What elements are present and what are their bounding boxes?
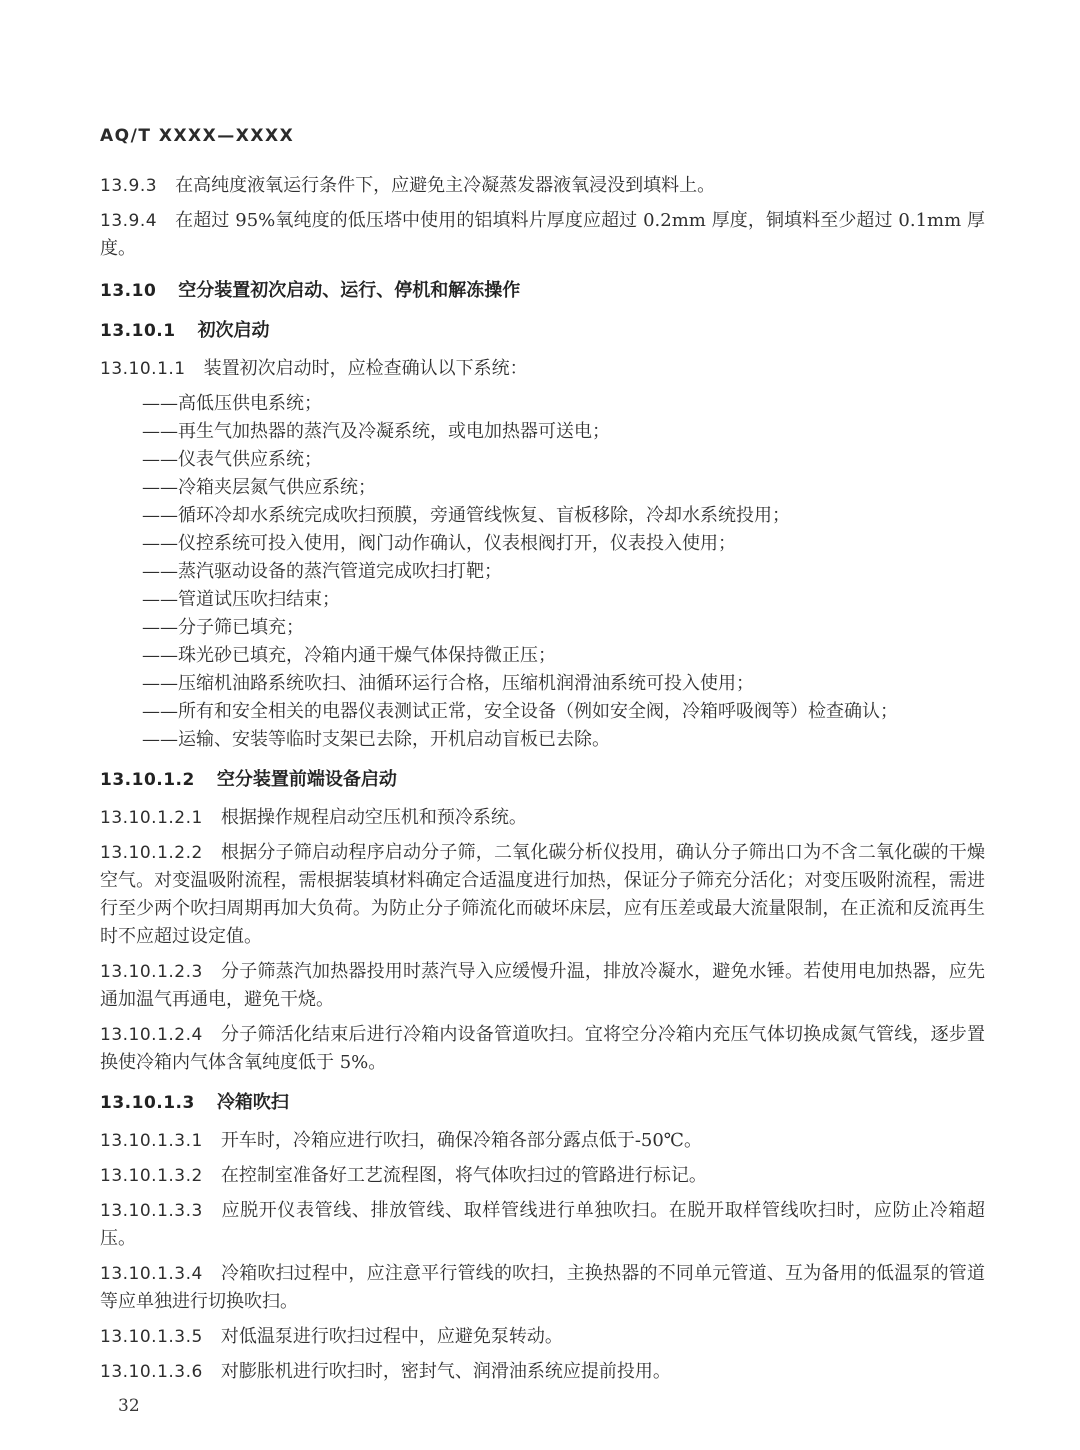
- clause-number: 13.10.1.1: [100, 359, 186, 379]
- list-item: ——仪表气供应系统；: [142, 449, 322, 470]
- clause-text: 对膨胀机进行吹扫时，密封气、润滑油系统应提前投用。: [220, 1361, 671, 1382]
- clause-text: 应脱开仪表管线、排放管线、取样管线进行单独吹扫。在脱开取样管线吹扫时，应防止冷箱超压。: [100, 1200, 985, 1249]
- list-item: ——珠光砂已填充，冷箱内通干燥气体保持微正压；: [142, 645, 556, 666]
- heading-number: 13.10.1: [100, 321, 176, 341]
- page-number: 32: [118, 1396, 140, 1416]
- clause-13-10-1-2-2: [100, 839, 985, 951]
- clause-text: 在超过 95%氧纯度的低压塔中使用的铝填料片厚度应超过 0.2mm 厚度，铜填料至少超过 0.1mm 厚度。: [100, 210, 985, 259]
- doc-standard-number: AQ/T XXXX—XXXX: [100, 126, 295, 146]
- clause-text: 分子筛活化结束后进行冷箱内设备管道吹扫。宜将空分冷箱内充压气体切换成氮气管线，逐步置换使冷箱内气体含氧纯度低于 5%。: [100, 1024, 985, 1073]
- clause-13-10-1-3-2: [100, 1162, 985, 1190]
- heading-text: 空分装置前端设备启动: [216, 769, 397, 790]
- clause-number: 13.10.1.3.3: [100, 1201, 203, 1221]
- clause-number: 13.10.1.3.5: [100, 1327, 203, 1347]
- list-item: ——蒸汽驱动设备的蒸汽管道完成吹扫打靶；: [142, 561, 502, 582]
- clause-13-10-1-3-4: [100, 1260, 985, 1316]
- heading-text: 空分装置初次启动、运行、停机和解冻操作: [178, 280, 521, 301]
- clause-13-10-1-3-1: [100, 1127, 985, 1155]
- clause-13-9-3: [100, 172, 985, 200]
- clause-text: 对低温泵进行吹扫过程中，应避免泵转动。: [220, 1326, 563, 1347]
- clause-text: 开车时，冷箱应进行吹扫，确保冷箱各部分露点低于-50℃。: [220, 1130, 702, 1151]
- clause-text: 根据分子筛启动程序启动分子筛，二氧化碳分析仪投用，确认分子筛出口为不含二氧化碳的干燥空气。对变温吸附流程，需根据装填材料确定合适温度进行加热，保证分子筛充分活化；对变压吸附流程，需进行至少两个吹扫周期再加大负荷。为防止分子筛流化而破坏床层，应有压差或最大流量限制，在正流和反流再生时不应超过设定值。: [100, 842, 985, 947]
- clause-number: 13.9.4: [100, 211, 158, 231]
- heading-number: 13.10: [100, 281, 157, 301]
- clause-number: 13.10.1.2.1: [100, 808, 203, 828]
- list-item: ——冷箱夹层氮气供应系统；: [142, 477, 376, 498]
- clause-number: 13.10.1.2.4: [100, 1025, 203, 1045]
- clause-number: 13.10.1.3.4: [100, 1264, 203, 1284]
- list-item: ——压缩机油路系统吹扫、油循环运行合格，压缩机润滑油系统可投入使用；: [142, 673, 754, 694]
- heading-text: 冷箱吹扫: [216, 1092, 289, 1113]
- clause-number: 13.10.1.2.2: [100, 843, 203, 863]
- heading-13-10: [100, 277, 985, 305]
- list-item: ——分子筛已填充；: [142, 617, 304, 638]
- heading-13-10-1: [100, 317, 985, 345]
- heading-number: 13.10.1.3: [100, 1093, 195, 1113]
- clause-13-9-4: [100, 207, 985, 263]
- clause-number: 13.9.3: [100, 176, 158, 196]
- clause-13-10-1-1: [100, 355, 985, 383]
- clause-text: 根据操作规程启动空压机和预冷系统。: [220, 807, 527, 828]
- list-item: ——循环冷却水系统完成吹扫预膜，旁通管线恢复、盲板移除，冷却水系统投用；: [142, 505, 790, 526]
- clause-13-10-1-2-3: [100, 958, 985, 1014]
- clause-13-10-1-2-4: [100, 1021, 985, 1077]
- list-item: ——仪控系统可投入使用，阀门动作确认，仪表根阀打开，仪表投入使用；: [142, 533, 736, 554]
- clause-number: 13.10.1.3.1: [100, 1131, 203, 1151]
- list-item: ——管道试压吹扫结束；: [142, 589, 340, 610]
- list-item: ——再生气加热器的蒸汽及冷凝系统，或电加热器可送电；: [142, 421, 610, 442]
- clause-number: 13.10.1.3.6: [100, 1362, 203, 1382]
- clause-text: 冷箱吹扫过程中，应注意平行管线的吹扫，主换热器的不同单元管道、互为备用的低温泵的管道等应单独进行切换吹扫。: [100, 1263, 985, 1312]
- clause-text: 装置初次启动时，应检查确认以下系统：: [203, 358, 528, 379]
- clause-13-10-1-3-6: [100, 1358, 985, 1386]
- heading-text: 初次启动: [197, 320, 270, 341]
- clause-number: 13.10.1.3.2: [100, 1166, 203, 1186]
- heading-number: 13.10.1.2: [100, 770, 195, 790]
- clause-number: 13.10.1.2.3: [100, 962, 203, 982]
- clause-text: 在控制室准备好工艺流程图，将气体吹扫过的管路进行标记。: [220, 1165, 707, 1186]
- clause-13-10-1-3-3: [100, 1197, 985, 1253]
- list-item: ——所有和安全相关的电器仪表测试正常，安全设备（例如安全阀，冷箱呼吸阀等）检查确认；: [142, 701, 898, 722]
- clause-text: 在高纯度液氧运行条件下，应避免主冷凝蒸发器液氧浸没到填料上。: [175, 175, 716, 196]
- list-item: ——高低压供电系统；: [142, 393, 322, 414]
- clause-13-10-1-2-1: [100, 804, 985, 832]
- clause-text: 分子筛蒸汽加热器投用时蒸汽导入应缓慢升温，排放冷凝水，避免水锤。若使用电加热器，应先通加温气再通电，避免干烧。: [100, 961, 985, 1010]
- heading-13-10-1-2: [100, 766, 985, 794]
- clause-13-10-1-3-5: [100, 1323, 985, 1351]
- list-item: ——运输、安装等临时支架已去除，开机启动盲板已去除。: [142, 729, 610, 750]
- heading-13-10-1-3: [100, 1089, 985, 1117]
